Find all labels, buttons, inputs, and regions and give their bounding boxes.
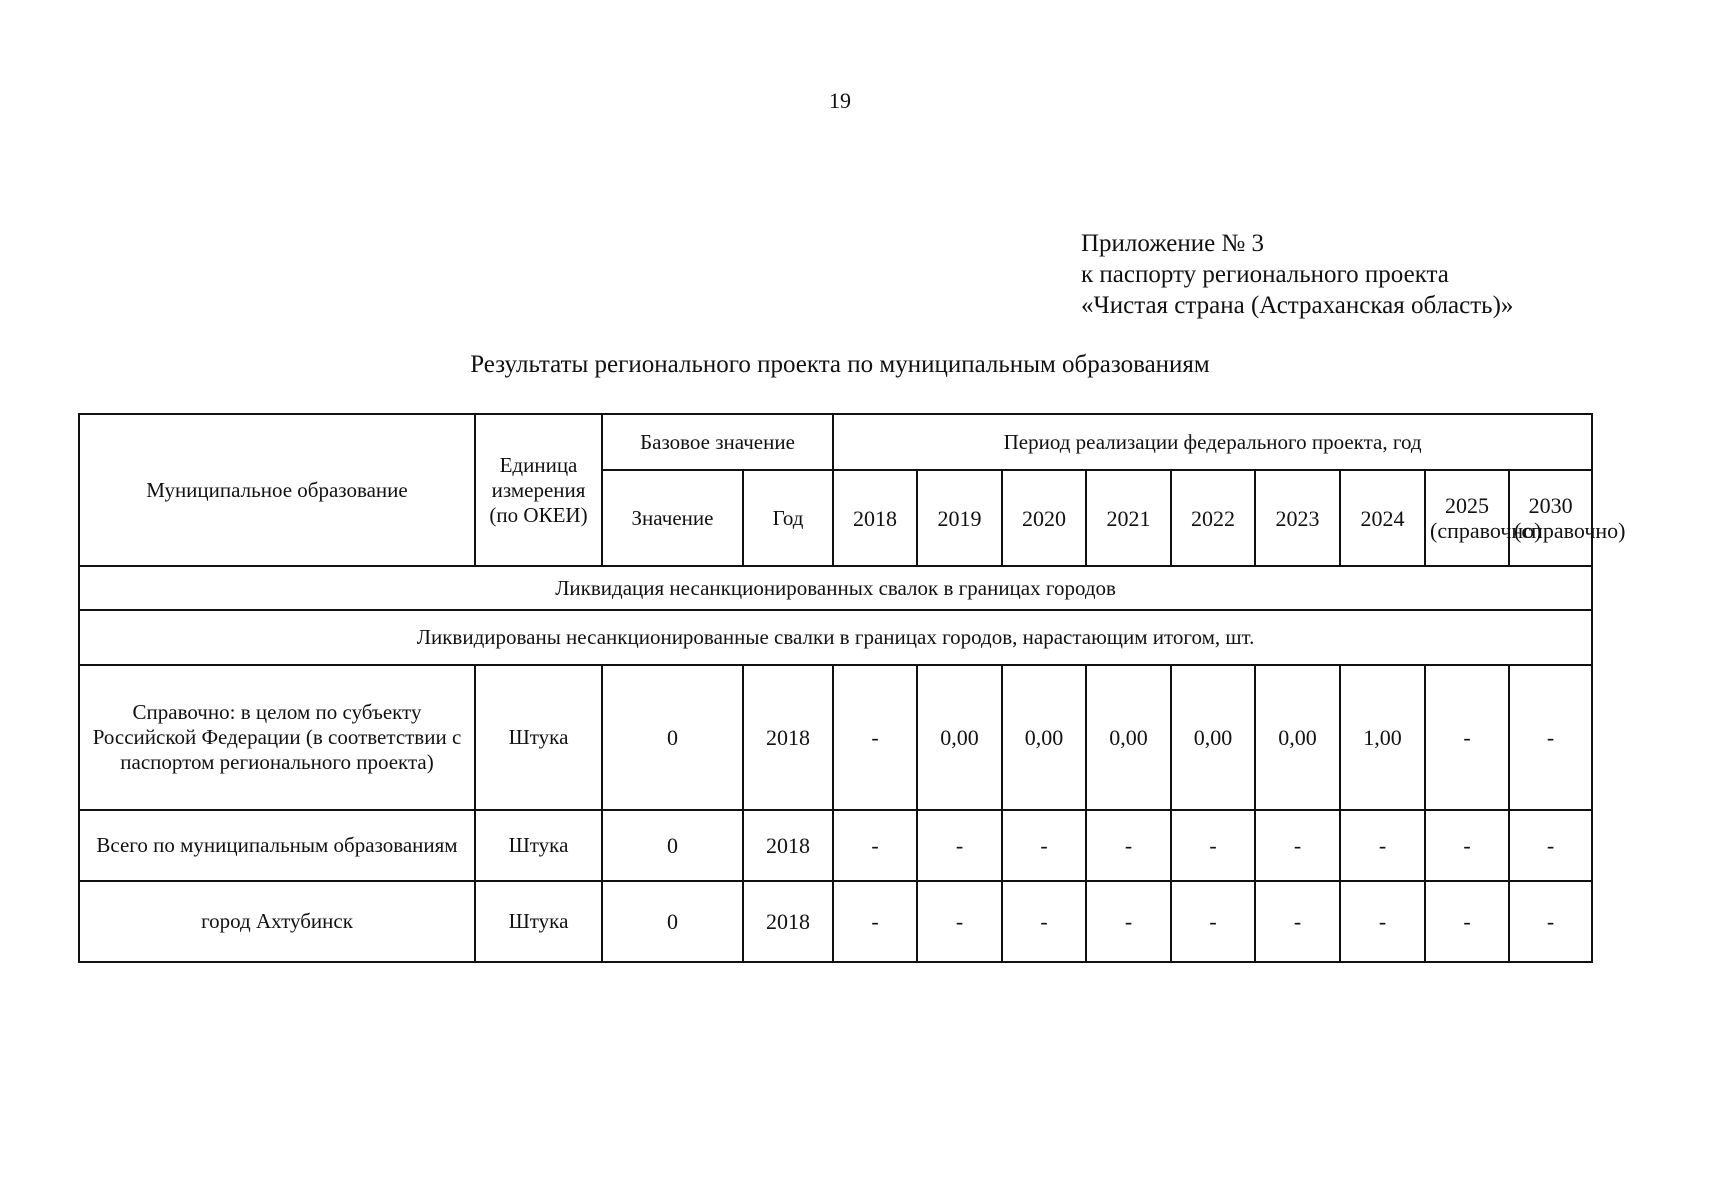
row-cell-2024: 1,00 bbox=[1340, 665, 1425, 810]
row-cell-2022: - bbox=[1171, 881, 1255, 962]
row-unit: Штука bbox=[475, 810, 602, 881]
row-cell-2018: - bbox=[833, 810, 917, 881]
appendix-line-3: «Чистая страна (Астраханская область)» bbox=[1081, 292, 1514, 319]
row-base-year: 2018 bbox=[743, 665, 833, 810]
row-cell-2030: - bbox=[1509, 881, 1592, 962]
section-title-2: Ликвидированы несанкционированные свалки в границах городов, нарастающим итогом, шт. bbox=[79, 610, 1592, 665]
row-unit: Штука bbox=[475, 881, 602, 962]
header-year-2023: 2023 bbox=[1255, 470, 1340, 566]
header-year-2021: 2021 bbox=[1086, 470, 1171, 566]
row-cell-2023: - bbox=[1255, 881, 1340, 962]
header-year-2030: 2030 (справочно) bbox=[1509, 470, 1592, 566]
row-cell-2030: - bbox=[1509, 810, 1592, 881]
appendix-line-2: к паспорту регионального проекта bbox=[1081, 261, 1449, 288]
row-cell-2021: - bbox=[1086, 810, 1171, 881]
header-value: Значение bbox=[602, 470, 743, 566]
row-cell-2020: - bbox=[1002, 881, 1086, 962]
row-cell-2025: - bbox=[1425, 810, 1509, 881]
row-cell-2019: - bbox=[917, 881, 1002, 962]
header-municipality: Муниципальное образование bbox=[79, 414, 475, 566]
row-cell-2023: 0,00 bbox=[1255, 665, 1340, 810]
row-municipality: Всего по муниципальным образованиям bbox=[79, 810, 475, 881]
row-cell-2018: - bbox=[833, 665, 917, 810]
row-base-value: 0 bbox=[602, 665, 743, 810]
row-municipality: Справочно: в целом по субъекту Российской Федерации (в соответствии с паспортом регионального проекта) bbox=[79, 665, 475, 810]
row-cell-2025: - bbox=[1425, 881, 1509, 962]
header-year-2018: 2018 bbox=[833, 470, 917, 566]
row-cell-2030: - bbox=[1509, 665, 1592, 810]
row-cell-2024: - bbox=[1340, 810, 1425, 881]
appendix-line-1: Приложение № 3 bbox=[1081, 230, 1265, 257]
header-row-1 bbox=[79, 414, 1592, 470]
header-base-value: Базовое значение bbox=[602, 414, 833, 470]
results-table bbox=[78, 413, 1626, 963]
row-cell-2019: 0,00 bbox=[917, 665, 1002, 810]
row-cell-2019: - bbox=[917, 810, 1002, 881]
header-year-2020: 2020 bbox=[1002, 470, 1086, 566]
section-title-1: Ликвидация несанкционированных свалок в границах городов bbox=[79, 566, 1592, 610]
row-cell-2021: - bbox=[1086, 881, 1171, 962]
row-cell-2020: 0,00 bbox=[1002, 665, 1086, 810]
row-cell-2022: 0,00 bbox=[1171, 665, 1255, 810]
table-row bbox=[79, 881, 1592, 962]
row-cell-2023: - bbox=[1255, 810, 1340, 881]
row-cell-2018: - bbox=[833, 881, 917, 962]
section-row-2 bbox=[79, 610, 1592, 665]
header-year-2024: 2024 bbox=[1340, 470, 1425, 566]
header-year-2025: 2025 (справочно) bbox=[1425, 470, 1509, 566]
row-cell-2022: - bbox=[1171, 810, 1255, 881]
row-base-value: 0 bbox=[602, 810, 743, 881]
row-base-value: 0 bbox=[602, 881, 743, 962]
table-row bbox=[79, 665, 1592, 810]
row-unit: Штука bbox=[475, 665, 602, 810]
row-cell-2021: 0,00 bbox=[1086, 665, 1171, 810]
table-row bbox=[79, 810, 1592, 881]
row-municipality: город Ахтубинск bbox=[79, 881, 475, 962]
header-year-2022: 2022 bbox=[1171, 470, 1255, 566]
row-cell-2024: - bbox=[1340, 881, 1425, 962]
document-title: Результаты регионального проекта по муниципальным образованиям bbox=[470, 351, 1210, 378]
header-unit: Единица измерения (по ОКЕИ) bbox=[475, 414, 602, 566]
header-period: Период реализации федерального проекта, год bbox=[833, 414, 1592, 470]
row-base-year: 2018 bbox=[743, 881, 833, 962]
appendix-block bbox=[1081, 228, 1513, 321]
section-row-1 bbox=[79, 566, 1592, 610]
row-cell-2025: - bbox=[1425, 665, 1509, 810]
row-cell-2020: - bbox=[1002, 810, 1086, 881]
header-year: Год bbox=[743, 470, 833, 566]
row-base-year: 2018 bbox=[743, 810, 833, 881]
header-year-2019: 2019 bbox=[917, 470, 1002, 566]
page-number: 19 bbox=[829, 88, 851, 113]
